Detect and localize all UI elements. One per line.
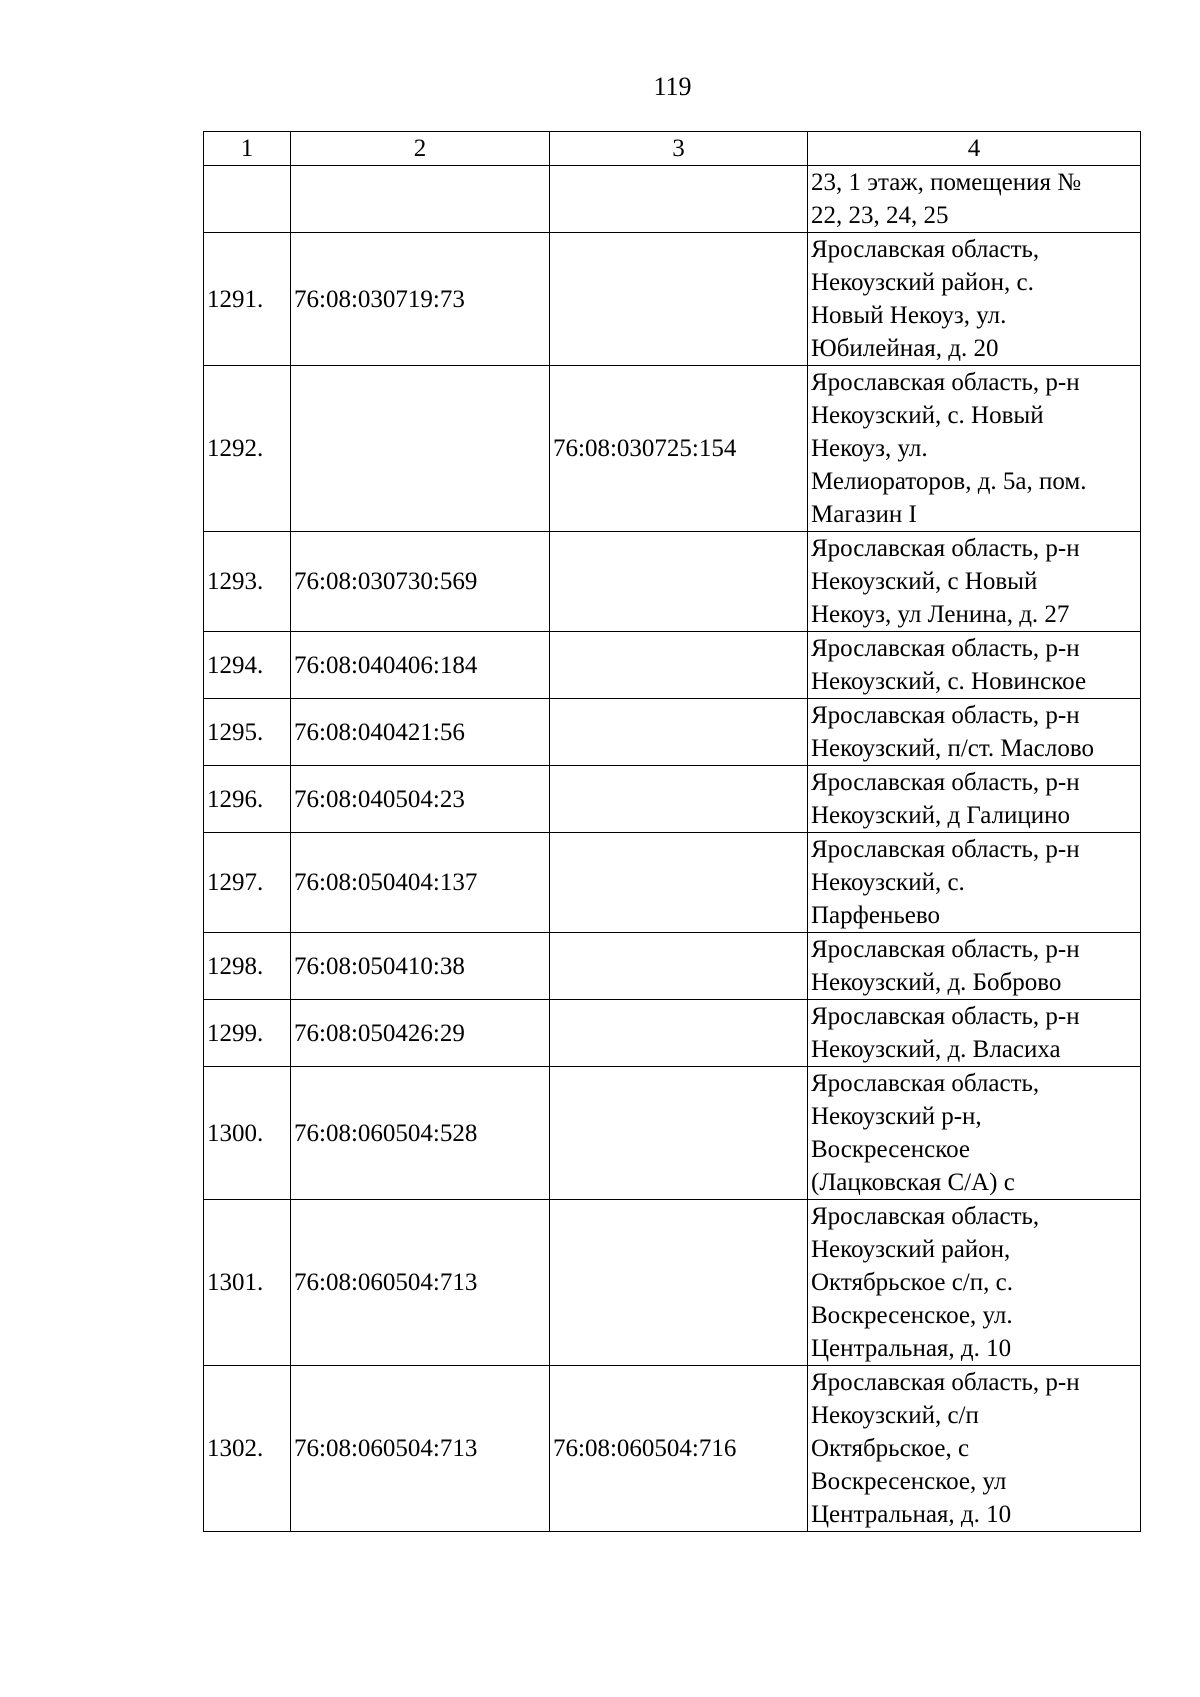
address-cell: [808, 1366, 1141, 1532]
address-cell: [808, 699, 1141, 766]
row-number-cell: 1298.: [204, 933, 291, 1000]
address-line: Воскресенское: [811, 1136, 971, 1163]
page-number: 119: [653, 72, 692, 101]
address-line: Некоузский, с Новый: [811, 568, 1038, 595]
row-number-cell: 1300.: [204, 1067, 291, 1200]
address-line: Ярославская область, р-н: [811, 769, 1080, 796]
building-cadastral-number-cell: [550, 933, 808, 1000]
address-line: 22, 23, 24, 25: [811, 202, 949, 229]
column-header-2: 2: [291, 132, 550, 166]
address-line: Ярославская область,: [811, 236, 1040, 263]
address-line: Ярославская область, р-н: [811, 1369, 1080, 1396]
address-line: Юбилейная, д. 20: [811, 335, 999, 362]
cadastral-number-cell: 76:08:030719:73: [291, 233, 550, 366]
building-cadastral-number-cell: [550, 233, 808, 366]
table-body: [204, 166, 1141, 1532]
table-row: [204, 632, 1141, 699]
address-line: Некоуз, ул.: [811, 435, 928, 462]
address-line: Некоузский, д. Власиха: [811, 1036, 1061, 1063]
address-line: Ярославская область, р-н: [811, 635, 1080, 662]
address-line: Некоузский район,: [811, 1236, 1011, 1263]
address-line: Ярославская область,: [811, 1203, 1040, 1230]
row-number-cell: 1293.: [204, 532, 291, 632]
address-line: Ярославская область, р-н: [811, 1003, 1080, 1030]
registry-table: [203, 131, 1141, 1532]
address-line: Ярославская область, р-н: [811, 836, 1080, 863]
table-row: [204, 1067, 1141, 1200]
building-cadastral-number-cell: [550, 833, 808, 933]
column-header-4: 4: [808, 132, 1141, 166]
address-line: Октябрьское, с: [811, 1435, 970, 1462]
row-number-cell: 1296.: [204, 766, 291, 833]
address-cell: [808, 632, 1141, 699]
address-cell: [808, 1200, 1141, 1366]
address-line: Некоузский, д. Боброво: [811, 969, 1062, 996]
address-cell: [808, 233, 1141, 366]
table-row: [204, 699, 1141, 766]
building-cadastral-number-cell: [550, 1200, 808, 1366]
address-line: Воскресенское, ул.: [811, 1302, 1013, 1329]
address-line: Некоуз, ул Ленина, д. 27: [811, 601, 1070, 628]
row-number-cell: [204, 166, 291, 233]
address-line: Воскресенское, ул: [811, 1468, 1007, 1495]
cadastral-number-cell: 76:08:050410:38: [291, 933, 550, 1000]
address-line: Мелиораторов, д. 5а, пом.: [811, 468, 1087, 495]
address-line: Магазин I: [811, 501, 917, 528]
building-cadastral-number-cell: [550, 1067, 808, 1200]
building-cadastral-number-cell: [550, 766, 808, 833]
table-row: [204, 233, 1141, 366]
address-line: Центральная, д. 10: [811, 1335, 1012, 1362]
table-row: [204, 1200, 1141, 1366]
cadastral-number-cell: 76:08:060504:713: [291, 1366, 550, 1532]
column-header-3: 3: [550, 132, 808, 166]
table-row: [204, 1000, 1141, 1067]
address-line: Некоузский, п/ст. Маслово: [811, 735, 1094, 762]
address-cell: [808, 1000, 1141, 1067]
address-cell: [808, 366, 1141, 532]
building-cadastral-number-cell: [550, 532, 808, 632]
address-line: Парфеньево: [811, 902, 940, 929]
building-cadastral-number-cell: 76:08:060504:716: [550, 1366, 808, 1532]
table-row: [204, 532, 1141, 632]
address-line: Некоузский, с. Новинское: [811, 668, 1087, 695]
cadastral-number-cell: 76:08:050404:137: [291, 833, 550, 933]
address-line: Некоузский район, с.: [811, 269, 1034, 296]
cadastral-number-cell: 76:08:050426:29: [291, 1000, 550, 1067]
table-header: [204, 132, 1141, 166]
address-line: 23, 1 этаж, помещения №: [811, 169, 1082, 196]
row-number-cell: 1295.: [204, 699, 291, 766]
cadastral-number-cell: 76:08:060504:713: [291, 1200, 550, 1366]
address-line: (Лацковская С/А) с: [811, 1169, 1015, 1196]
address-cell: [808, 1067, 1141, 1200]
table-row: [204, 766, 1141, 833]
address-line: Некоузский, с. Новый: [811, 402, 1044, 429]
address-cell: [808, 532, 1141, 632]
address-line: Некоузский, с/п: [811, 1402, 979, 1429]
cadastral-number-cell: 76:08:040504:23: [291, 766, 550, 833]
cadastral-number-cell: 76:08:030730:569: [291, 532, 550, 632]
cadastral-number-cell: [291, 166, 550, 233]
address-line: Ярославская область, р-н: [811, 702, 1080, 729]
table-row: [204, 1366, 1141, 1532]
row-number-cell: 1292.: [204, 366, 291, 532]
cadastral-number-cell: 76:08:040406:184: [291, 632, 550, 699]
address-line: Ярославская область, р-н: [811, 936, 1080, 963]
address-cell: [808, 933, 1141, 1000]
address-line: Ярославская область, р-н: [811, 535, 1080, 562]
table-row: [204, 366, 1141, 532]
cadastral-number-cell: 76:08:060504:528: [291, 1067, 550, 1200]
address-line: Центральная, д. 10: [811, 1501, 1012, 1528]
address-line: Некоузский р-н,: [811, 1103, 982, 1130]
address-line: Октябрьское с/п, с.: [811, 1269, 1013, 1296]
table-row: [204, 833, 1141, 933]
table-row: [204, 166, 1141, 233]
address-line: Ярославская область, р-н: [811, 369, 1080, 396]
row-number-cell: 1299.: [204, 1000, 291, 1067]
address-line: Новый Некоуз, ул.: [811, 302, 1007, 329]
address-line: Ярославская область,: [811, 1070, 1040, 1097]
cadastral-number-cell: [291, 366, 550, 532]
cadastral-number-cell: 76:08:040421:56: [291, 699, 550, 766]
table-row: [204, 933, 1141, 1000]
building-cadastral-number-cell: [550, 699, 808, 766]
row-number-cell: 1291.: [204, 233, 291, 366]
building-cadastral-number-cell: [550, 166, 808, 233]
row-number-cell: 1302.: [204, 1366, 291, 1532]
building-cadastral-number-cell: [550, 632, 808, 699]
row-number-cell: 1301.: [204, 1200, 291, 1366]
row-number-cell: 1297.: [204, 833, 291, 933]
row-number-cell: 1294.: [204, 632, 291, 699]
address-line: Некоузский, д Галицино: [811, 802, 1071, 829]
column-header-1: 1: [204, 132, 291, 166]
address-cell: [808, 766, 1141, 833]
address-cell: [808, 833, 1141, 933]
building-cadastral-number-cell: 76:08:030725:154: [550, 366, 808, 532]
address-cell: [808, 166, 1141, 233]
building-cadastral-number-cell: [550, 1000, 808, 1067]
header-row: [204, 132, 1141, 166]
address-line: Некоузский, с.: [811, 869, 965, 896]
